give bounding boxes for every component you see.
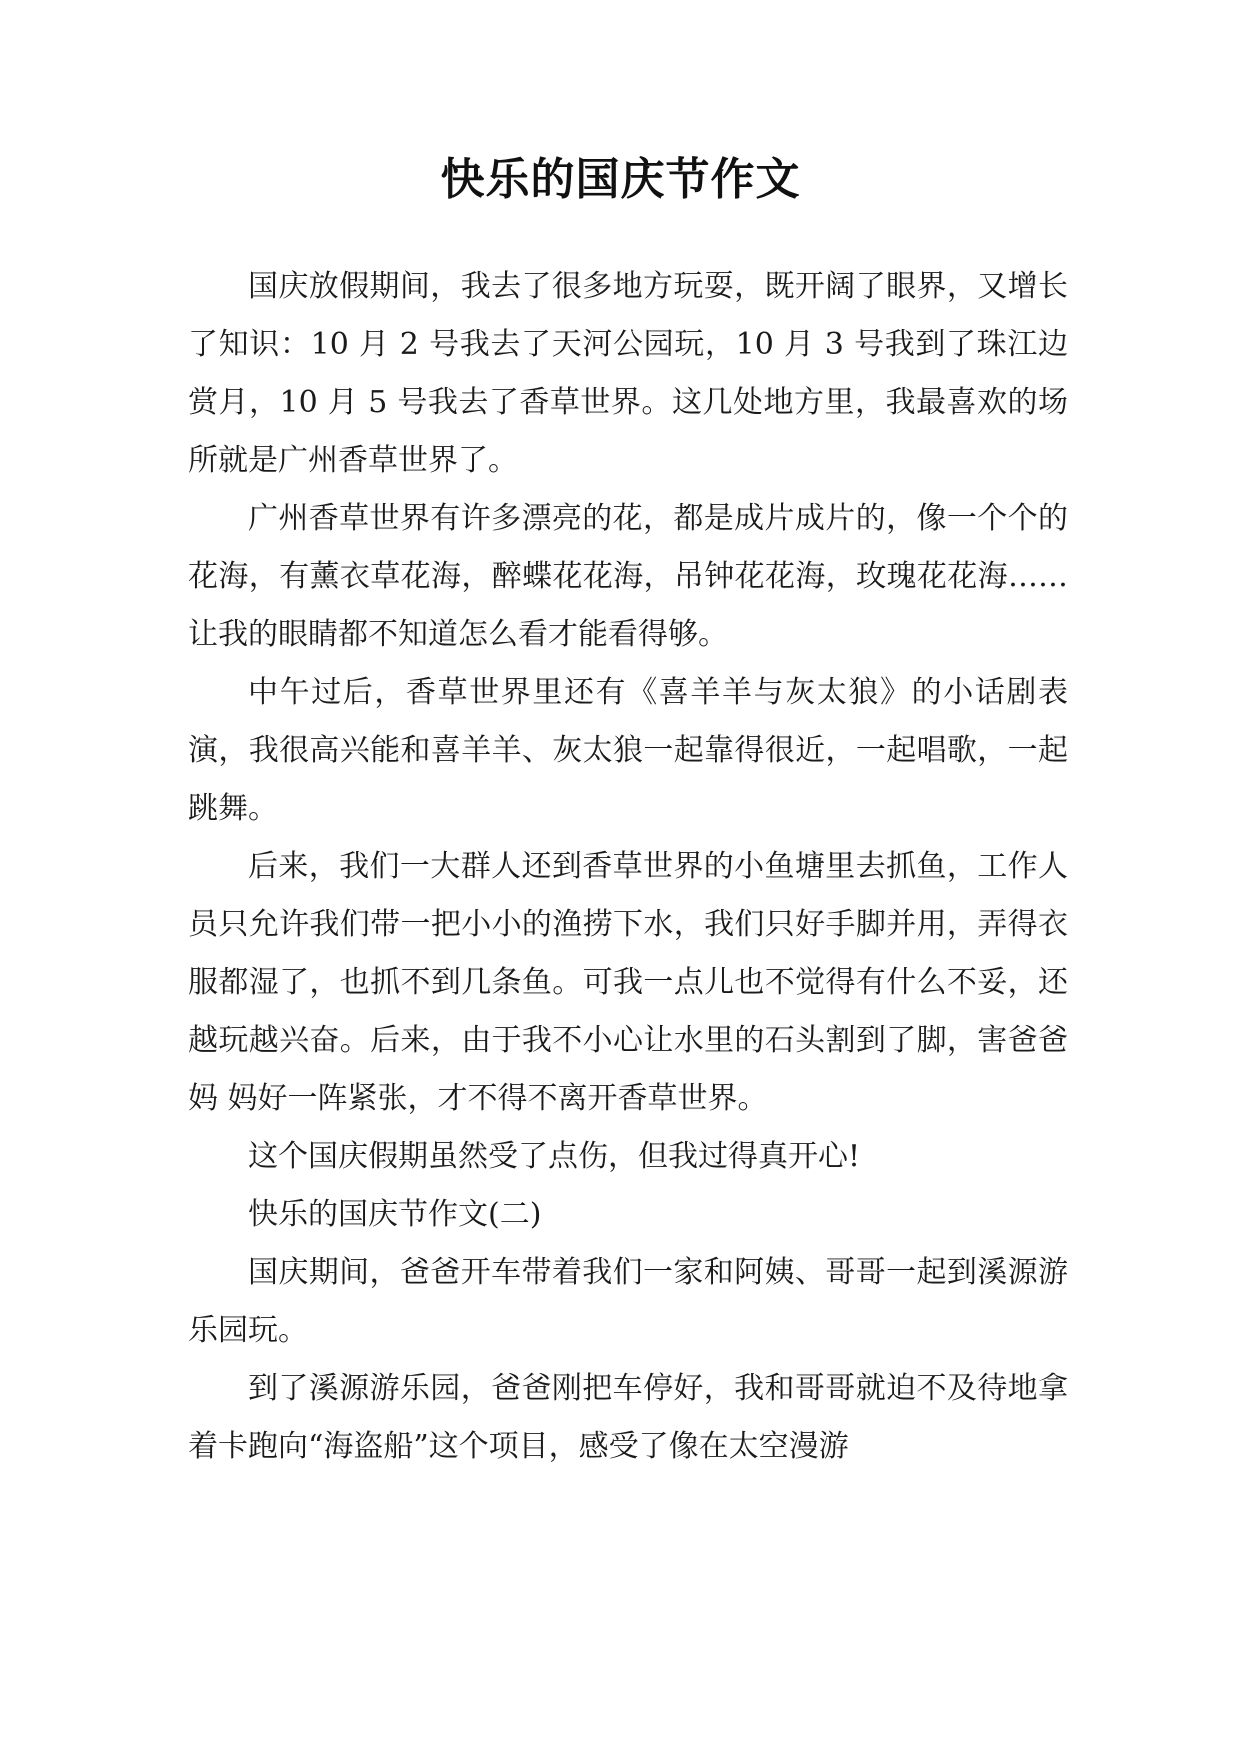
paragraph: 后来，我们一大群人还到香草世界的小鱼塘里去抓鱼，工作人员只允许我们带一把小小的渔捞下水，我们只好手脚并用，弄得衣服都湿了，也抓不到几条鱼。可我一点儿也不觉得有什么不妥，还越玩越兴奋。后来，由于我不小心让水里的石头割到了脚，害爸爸妈 妈好一阵紧张，才不得不离开香草世界。 <box>188 849 1068 1116</box>
section-heading: 快乐的国庆节作文(二) <box>248 1197 542 1232</box>
paragraph: 这个国庆假期虽然受了点伤，但我过得真开心! <box>248 1139 861 1174</box>
document-body <box>188 258 1068 1476</box>
paragraph: 广州香草世界有许多漂亮的花，都是成片成片的，像一个个的花海，有薰衣草花海，醉蝶花花海，吊钟花花海，玫瑰花花海……让我的眼睛都不知道怎么看才能看得够。 <box>188 501 1068 652</box>
paragraph: 中午过后，香草世界里还有《喜羊羊与灰太狼》的小话剧表演，我很高兴能和喜羊羊、灰太狼一起靠得很近，一起唱歌，一起跳舞。 <box>188 675 1068 826</box>
paragraph: 国庆期间，爸爸开车带着我们一家和阿姨、哥哥一起到溪源游乐园玩。 <box>188 1255 1068 1348</box>
paragraph: 国庆放假期间，我去了很多地方玩耍，既开阔了眼界，又增长了知识：10 月 2 号我去了天河公园玩，10 月 3 号我到了珠江边赏月，10 月 5 号我去了香草世界。这几处地方里，我最喜欢的场所就是广州香草世界了。 <box>188 269 1068 478</box>
paragraph: 到了溪源游乐园，爸爸刚把车停好，我和哥哥就迫不及待地拿着卡跑向“海盗船”这个项目，感受了像在太空漫游 <box>188 1371 1068 1464</box>
document-title: 快乐的国庆节作文 <box>440 154 801 205</box>
